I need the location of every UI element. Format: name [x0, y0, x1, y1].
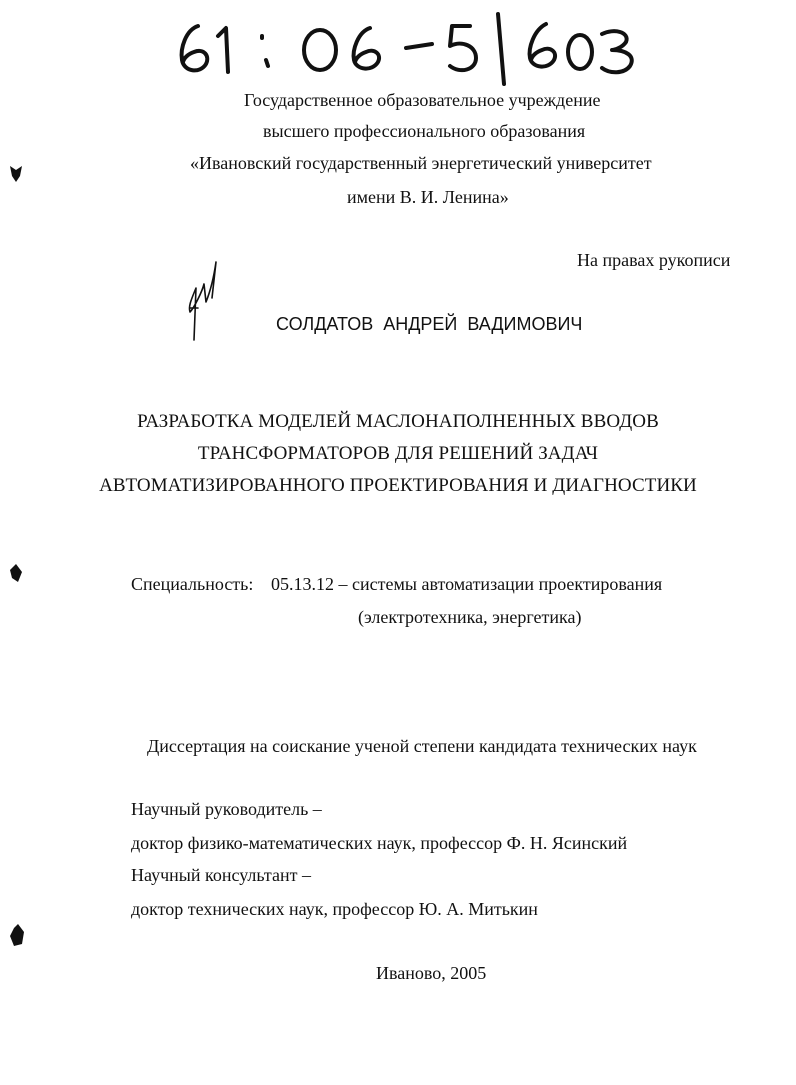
specialty-subline: (электротехника, энергетика): [358, 607, 582, 627]
institution-line-2: высшего профессионального образования: [263, 121, 586, 141]
thesis-title-line-2: ТРАНСФОРМАТОРОВ ДЛЯ РЕШЕНИЙ ЗАДАЧ: [197, 443, 599, 464]
institution-line-1: Государственное образовательное учреждение: [244, 90, 601, 110]
handwritten-signature: [182, 258, 232, 342]
specialty-code: 05.13.12 – системы автоматизации проектирования: [271, 574, 663, 594]
binding-hole-mark-middle: [6, 562, 26, 584]
binding-hole-mark-bottom: [6, 922, 28, 948]
author-name: СОЛДАТОВ АНДРЕЙ ВАДИМОВИЧ: [276, 314, 583, 334]
city-year: Иваново, 2005: [376, 963, 487, 983]
dissertation-statement: Диссертация на соискание ученой степени кандидата технических наук: [147, 736, 697, 756]
thesis-title-line-3: АВТОМАТИЗИРОВАННОГО ПРОЕКТИРОВАНИЯ И ДИАГНОСТИКИ: [99, 475, 697, 496]
binding-hole-mark-top: [6, 162, 26, 184]
consultant-label: Научный консультант –: [131, 865, 311, 885]
thesis-title-line-1: РАЗРАБОТКА МОДЕЛЕЙ МАСЛОНАПОЛНЕННЫХ ВВОДОВ: [137, 411, 659, 432]
institution-line-3: «Ивановский государственный энергетический университет: [190, 153, 652, 173]
supervisor-name: доктор физико-математических наук, профессор Ф. Н. Ясинский: [131, 833, 628, 853]
handwritten-catalog-number: [170, 8, 650, 88]
rights-note: На правах рукописи: [577, 250, 731, 270]
consultant-name: доктор технических наук, профессор Ю. А. Митькин: [131, 899, 538, 919]
institution-line-4: имени В. И. Ленина»: [347, 187, 509, 207]
specialty-label: Специальность:: [131, 574, 254, 594]
supervisor-label: Научный руководитель –: [131, 799, 322, 819]
